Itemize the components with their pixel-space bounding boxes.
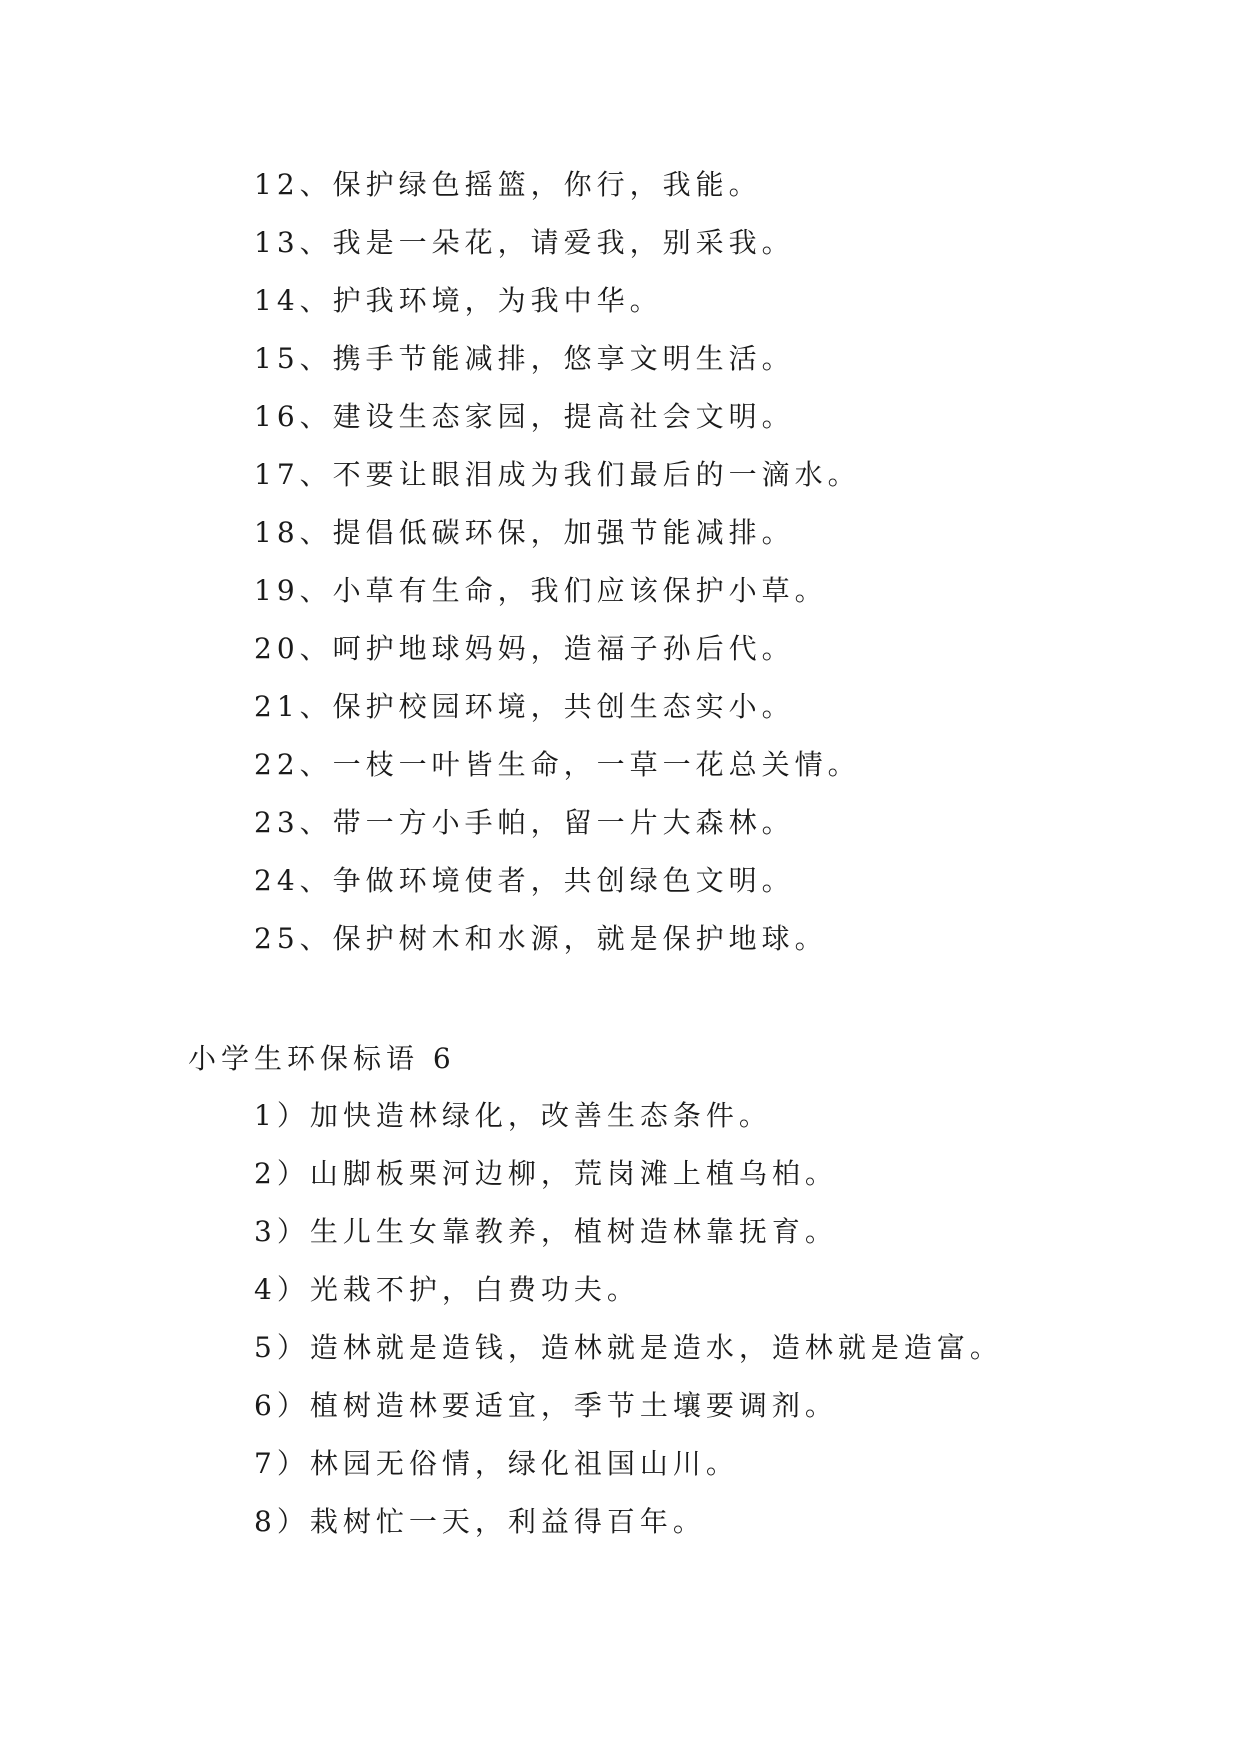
list-item: 1）加快造林绿化，改善生态条件。	[254, 1099, 772, 1132]
list-item: 13、我是一朵花，请爱我，别采我。	[254, 226, 795, 259]
slogan-list-section-6	[254, 1094, 1003, 1558]
list-item: 22、一枝一叶皆生命，一草一花总关情。	[254, 748, 861, 781]
list-item: 20、呵护地球妈妈，造福子孙后代。	[254, 632, 795, 665]
list-item: 12、保护绿色摇篮，你行，我能。	[254, 168, 762, 201]
list-item: 18、提倡低碳环保，加强节能减排。	[254, 516, 795, 549]
slogan-list-continued	[254, 163, 861, 975]
list-item: 23、带一方小手帕，留一片大森林。	[254, 806, 795, 839]
list-item: 17、不要让眼泪成为我们最后的一滴水。	[254, 458, 861, 491]
list-item: 25、保护树木和水源，就是保护地球。	[254, 922, 828, 955]
list-item: 2）山脚板栗河边柳，荒岗滩上植乌柏。	[254, 1157, 838, 1190]
list-item: 5）造林就是造钱，造林就是造水，造林就是造富。	[254, 1331, 1003, 1364]
list-item: 15、携手节能减排，悠享文明生活。	[254, 342, 795, 375]
list-item: 19、小草有生命，我们应该保护小草。	[254, 574, 828, 607]
list-item: 16、建设生态家园，提高社会文明。	[254, 400, 795, 433]
list-item: 21、保护校园环境，共创生态实小。	[254, 690, 795, 723]
list-item: 24、争做环境使者，共创绿色文明。	[254, 864, 795, 897]
list-item: 7）林园无俗情，绿化祖国山川。	[254, 1447, 739, 1480]
list-item: 14、护我环境，为我中华。	[254, 284, 663, 317]
list-item: 6）植树造林要适宜，季节土壤要调剂。	[254, 1389, 838, 1422]
section-heading: 小学生环保标语 6	[188, 1042, 456, 1075]
list-item: 4）光栽不护，白费功夫。	[254, 1273, 640, 1306]
list-item: 8）栽树忙一天，利益得百年。	[254, 1505, 706, 1538]
list-item: 3）生儿生女靠教养，植树造林靠抚育。	[254, 1215, 838, 1248]
